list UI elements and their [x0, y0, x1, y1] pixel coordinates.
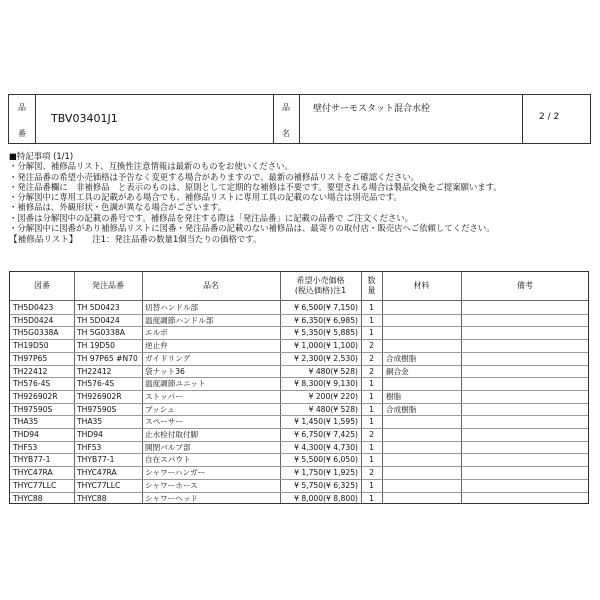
cell-order: TH926902R	[77, 391, 122, 401]
cell-order: THYC88	[77, 493, 107, 503]
cell-price: ¥ 5,750(¥ 6,325)	[294, 480, 358, 490]
note-line: ・分解図中に専用工具の記載がある場合でも、補修品リストに専用工具の記載のない場合は別売品です。	[9, 192, 402, 203]
cell-fig: TH5G0338A	[13, 328, 59, 338]
cell-name: 自在スパウト	[145, 455, 191, 465]
cell-order: THF53	[77, 442, 102, 452]
cell-name: 開閉バルブ部	[145, 442, 191, 452]
cell-price: ¥ 6,750(¥ 7,425)	[294, 430, 358, 439]
cell-qty: 1	[369, 404, 374, 414]
note-line: ・分解図、補修品リスト、互換性注意情報は最新のものをお使いください。	[9, 161, 293, 172]
cell-name: シャワーヘッド	[145, 493, 199, 503]
col-remarks: 備考	[517, 281, 533, 290]
note-line: ・図番は分解図中の記載の番号です。補修品を発注する際は「発注品番」に記載の品番で ご注文ください。	[9, 212, 413, 223]
parts-list-note: 注1：発注品番の数量1個当たりの価格です。	[92, 234, 262, 245]
name-label-2: 名	[282, 129, 290, 138]
cell-material	[386, 429, 460, 440]
cell-name: 袋ナット36	[145, 366, 185, 376]
parts-table	[9, 271, 589, 504]
cell-order: THYC47RA	[77, 468, 117, 478]
header-box	[8, 94, 591, 144]
cell-price: ¥ 480(¥ 528)	[308, 404, 358, 414]
cell-name: エルボ	[145, 328, 168, 338]
cell-price: ¥ 1,750(¥ 1,925)	[294, 468, 358, 478]
cell-fig: TH97P65	[13, 353, 48, 363]
cell-remarks	[465, 353, 587, 364]
cell-remarks	[465, 404, 587, 415]
cell-order: TH 5D0423	[77, 303, 120, 312]
cell-fig: TH97590S	[13, 404, 53, 414]
cell-fig: THYC88	[13, 493, 43, 503]
cell-material: 銅合金	[386, 366, 409, 376]
cell-name: シャワーハンガー	[145, 468, 206, 478]
note-line: ・補修品は、外観形状・色調が異なる場合がございます。	[9, 202, 227, 213]
cell-name: シャワーホース	[145, 480, 198, 490]
cell-qty: 1	[369, 391, 374, 401]
cell-name: 止水栓付取付脚	[145, 430, 199, 439]
cell-order: TH 5G0338A	[77, 328, 125, 338]
cell-qty: 1	[369, 379, 374, 389]
cell-price: ¥ 1,000(¥ 1,100)	[294, 341, 358, 351]
cell-qty: 1	[369, 455, 374, 465]
cell-order: THD94	[77, 430, 103, 439]
cell-price: ¥ 200(¥ 220)	[308, 391, 358, 401]
cell-material	[386, 327, 460, 338]
part-no: TBV03401J1	[51, 112, 118, 125]
col-price-2: (税込価格)注1	[294, 286, 347, 295]
cell-remarks	[465, 442, 587, 453]
cell-remarks	[465, 454, 587, 465]
cell-material: 合成樹脂	[386, 404, 417, 414]
cell-material	[386, 454, 460, 465]
cell-order: TH 5D0424	[77, 315, 120, 325]
page-number: 2 / 2	[539, 112, 560, 122]
col-qty-2: 量	[367, 286, 376, 295]
cell-qty: 2	[369, 353, 374, 363]
cell-fig: THYC47RA	[13, 468, 53, 478]
note-line: ・発注品番欄に 非補修品 と表示のものは、原則として定期的な補修は不要です。要望される場合は製品交換をご提案願います。	[9, 181, 502, 192]
cell-order: THA35	[77, 417, 103, 427]
col-fig-no: 図番	[34, 281, 50, 290]
cell-material	[386, 493, 460, 504]
cell-price: ¥ 480(¥ 528)	[308, 366, 358, 376]
cell-fig: THYB77-1	[13, 455, 51, 465]
cell-qty: 1	[369, 328, 374, 338]
cell-material	[386, 416, 460, 427]
cell-order: TH 19D50	[77, 341, 115, 351]
cell-qty: 2	[369, 430, 374, 439]
cell-order: TH576-4S	[77, 379, 115, 389]
cell-material	[386, 315, 460, 326]
cell-name: スペーサー	[145, 417, 183, 427]
cell-order: TH22412	[77, 366, 112, 376]
cell-remarks	[465, 315, 587, 326]
cell-remarks	[465, 327, 587, 338]
cell-price: ¥ 2,300(¥ 2,530)	[294, 353, 358, 363]
cell-fig: TH926902R	[13, 391, 58, 401]
cell-price: ¥ 5,350(¥ 5,885)	[294, 328, 358, 338]
cell-qty: 1	[369, 493, 374, 503]
cell-remarks	[465, 493, 587, 504]
cell-qty: 1	[369, 417, 374, 427]
cell-qty: 1	[369, 303, 374, 312]
cell-order: TH97590S	[77, 404, 117, 414]
cell-remarks	[465, 378, 587, 389]
note-line: ・分解図中に図番があり補修品リストに図番・発注品番の記載のない補修品は、最寄りの取付店・販売店へご依頼してください。	[9, 223, 495, 234]
cell-remarks	[465, 480, 587, 491]
col-order-no: 発注品番	[92, 281, 124, 290]
cell-material	[386, 467, 460, 478]
cell-remarks	[465, 416, 587, 427]
cell-price: ¥ 6,500(¥ 7,150)	[294, 303, 358, 312]
parts-list-title: 【補修品リスト】	[9, 235, 78, 245]
cell-price: ¥ 1,450(¥ 1,595)	[294, 417, 358, 427]
cell-fig: THA35	[13, 417, 39, 427]
cell-fig: THD94	[13, 430, 39, 439]
col-qty-1: 数	[367, 276, 376, 285]
part-no-label-1: 品	[18, 103, 26, 112]
cell-fig: TH19D50	[13, 341, 49, 351]
part-no-label-2: 番	[18, 129, 26, 138]
cell-qty: 2	[369, 468, 374, 478]
cell-remarks	[465, 302, 587, 313]
cell-name: 温度調節ユニット	[145, 379, 206, 389]
cell-remarks	[465, 391, 587, 402]
cell-name: 温度調節ハンドル部	[145, 315, 214, 325]
cell-fig: TH5D0424	[13, 315, 54, 325]
cell-fig: TH5D0423	[13, 303, 54, 312]
cell-remarks	[465, 429, 587, 440]
cell-material: 合成樹脂	[386, 353, 417, 363]
note-line: ・発注品番の希望小売価格は予告なく変更する場合がありますので、最新の補修品リストをご確認ください。	[9, 171, 420, 182]
col-price-1: 希望小売価格	[296, 276, 345, 285]
cell-order: TH 97P65 #N70	[77, 353, 138, 363]
cell-price: ¥ 4,300(¥ 4,730)	[294, 442, 358, 452]
special-notes	[9, 151, 591, 245]
cell-price: ¥ 5,500(¥ 6,050)	[294, 455, 358, 465]
cell-order: THYC77LLC	[77, 480, 121, 490]
notes-title: ■特記事項 (1/1)	[9, 151, 74, 161]
cell-material	[386, 378, 460, 389]
cell-price: ¥ 8,000(¥ 8,800)	[294, 493, 358, 503]
cell-qty: 1	[369, 442, 374, 452]
cell-material	[386, 340, 460, 351]
cell-fig: THF53	[13, 442, 38, 452]
col-material: 材料	[413, 281, 430, 290]
cell-name: ガイドリング	[145, 353, 191, 363]
cell-qty: 2	[369, 341, 374, 351]
cell-name: 逆止弁	[145, 341, 168, 351]
cell-material	[386, 480, 460, 491]
cell-qty: 2	[369, 366, 374, 376]
cell-remarks	[465, 467, 587, 478]
product-name: 壁付サーモスタット混合水栓	[313, 104, 431, 114]
cell-price: ¥ 8,300(¥ 9,130)	[294, 379, 358, 389]
cell-order: THYB77-1	[77, 455, 115, 465]
cell-remarks	[465, 340, 587, 351]
cell-fig: THYC77LLC	[13, 480, 57, 490]
name-label-1: 品	[282, 103, 290, 112]
cell-name: ブッシュ	[145, 404, 175, 414]
cell-fig: TH22412	[13, 366, 48, 376]
cell-qty: 1	[369, 315, 374, 325]
cell-qty: 1	[369, 480, 374, 490]
cell-price: ¥ 6,350(¥ 6,985)	[294, 315, 358, 325]
cell-name: ストッパー	[145, 391, 183, 401]
cell-name: 切替ハンドル部	[145, 303, 199, 312]
cell-material	[386, 442, 460, 453]
cell-fig: TH576-4S	[13, 379, 51, 389]
col-name: 品名	[203, 281, 219, 290]
cell-remarks	[465, 366, 587, 377]
cell-material	[386, 302, 460, 313]
cell-material: 樹脂	[386, 391, 402, 401]
